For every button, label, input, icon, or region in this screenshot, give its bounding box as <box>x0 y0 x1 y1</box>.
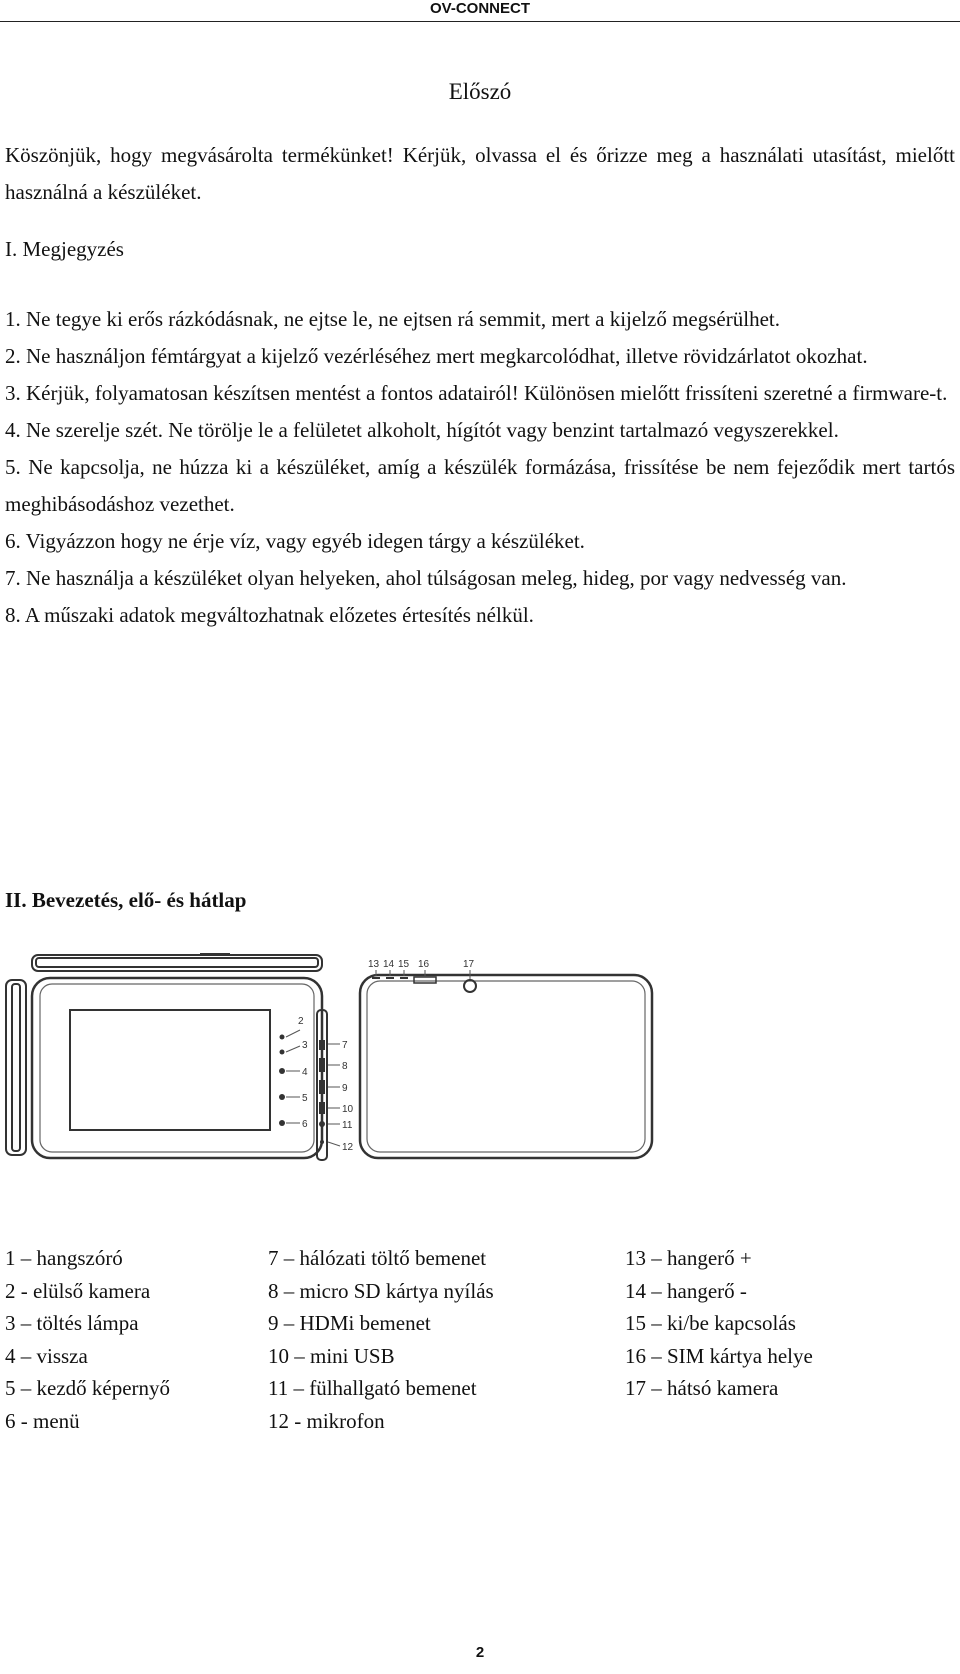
device-back-view <box>360 959 652 1158</box>
document-title: Előszó <box>448 79 512 104</box>
callout-label-8: 8 <box>342 1061 348 1072</box>
callout-label-16: 16 <box>418 959 430 970</box>
callout-label-6: 6 <box>302 1119 308 1130</box>
legend-item-16: 16 – SIM kártya helye <box>625 1343 813 1368</box>
note-item-8: 8. A műszaki adatok megváltozhatnak előzetes értesítés nélkül. <box>5 603 534 627</box>
running-header: OV-CONNECT <box>429 0 530 17</box>
callout-label-10: 10 <box>342 1104 354 1115</box>
legend-item-11: 11 – fülhallgató bemenet <box>268 1376 477 1400</box>
legend-item-12: 12 - mikrofon <box>268 1408 385 1433</box>
legend-item-8: 8 – micro SD kártya nyílás <box>268 1278 494 1303</box>
back-button-icon <box>279 1068 285 1074</box>
legend-item-10: 10 – mini USB <box>268 1343 395 1368</box>
note-item-2: 2. Ne használjon fémtárgyat a kijelző vezérléséhez mert megkarcolódhat, illetve rövidzárlatot okozhat. <box>5 344 868 368</box>
callout-label-9: 9 <box>342 1083 348 1094</box>
note-item-5: 5. Ne kapcsolja, ne húzza ki a készüléket, amíg a készülék formázása, frissítése be nem fejeződik mert tartós meghibásodáshoz vezethet. <box>5 455 955 516</box>
device-side-profile <box>6 980 26 1155</box>
section-heading-notes: I. Megjegyzés <box>5 237 124 261</box>
note-item-7: 7. Ne használja a készüléket olyan helyeken, ahol túlságosan meleg, hideg, por vagy nedvesség van. <box>5 566 847 590</box>
home-button-icon <box>279 1094 285 1100</box>
note-item-3: 3. Kérjük, folyamatosan készítsen mentést a fontos adatairól! Különösen mielőtt frissíteni szeretné a firmware-t. <box>5 381 948 405</box>
legend-item-4: 4 – vissza <box>5 1343 88 1368</box>
callout-label-7: 7 <box>342 1040 348 1051</box>
callout-label-17: 17 <box>463 959 475 970</box>
legend-item-3: 3 – töltés lámpa <box>5 1311 139 1335</box>
note-item-6: 6. Vigyázzon hogy ne érje víz, vagy egyéb idegen tárgy a készüléket. <box>5 529 585 553</box>
front-camera-dot <box>280 1035 285 1040</box>
callout-label-2: 2 <box>298 1016 304 1027</box>
legend-item-13: 13 – hangerő + <box>625 1246 752 1270</box>
callout-label-3: 3 <box>302 1040 308 1051</box>
notes-list <box>5 301 955 634</box>
legend-item-7: 7 – hálózati töltő bemenet <box>268 1246 487 1270</box>
callout-label-14: 14 <box>383 959 395 970</box>
note-item-1: 1. Ne tegye ki erős rázkódásnak, ne ejtse le, ne ejtsen rá semmit, mert a kijelző megsérülhet. <box>5 307 780 331</box>
legend-item-1: 1 – hangszóró <box>5 1246 123 1270</box>
callout-label-11: 11 <box>342 1120 353 1131</box>
legend-item-6: 6 - menü <box>5 1408 80 1433</box>
legend-column-1 <box>5 1242 170 1437</box>
note-item-4: 4. Ne szerelje szét. Ne törölje le a felületet alkoholt, hígítót vagy benzint tartalmazó vegyszerekkel. <box>5 418 839 442</box>
legend-item-2: 2 - elülső kamera <box>5 1278 151 1303</box>
legend-column-3 <box>625 1242 813 1405</box>
page-number: 2 <box>475 1644 485 1661</box>
device-top-profile <box>32 954 322 971</box>
legend-item-5: 5 – kezdő képernyő <box>5 1376 171 1400</box>
callout-label-15: 15 <box>398 959 410 970</box>
legend-item-14: 14 – hangerő - <box>625 1278 747 1303</box>
sim-slot-icon <box>414 977 436 983</box>
header-rule <box>0 21 960 22</box>
callout-label-5: 5 <box>302 1093 308 1104</box>
section-heading-intro: II. Bevezetés, elő- és hátlap <box>5 888 247 912</box>
legend-item-17: 17 – hátsó kamera <box>625 1376 779 1400</box>
callout-label-13: 13 <box>368 959 380 970</box>
rear-camera-icon <box>464 980 476 992</box>
device-diagram <box>0 940 960 1180</box>
legend-item-15: 15 – ki/be kapcsolás <box>625 1311 796 1335</box>
intro-paragraph: Köszönjük, hogy megvásárolta termékünket! Kérjük, olvassa el és őrizze meg a használati utasítást, mielőtt használná a készüléket. <box>5 143 955 204</box>
callout-label-12: 12 <box>342 1142 354 1153</box>
device-front-view <box>32 978 322 1158</box>
callout-label-4: 4 <box>302 1067 308 1078</box>
legend-column-2 <box>268 1242 494 1437</box>
legend-item-9: 9 – HDMi bemenet <box>268 1311 431 1335</box>
menu-button-icon <box>279 1120 285 1126</box>
